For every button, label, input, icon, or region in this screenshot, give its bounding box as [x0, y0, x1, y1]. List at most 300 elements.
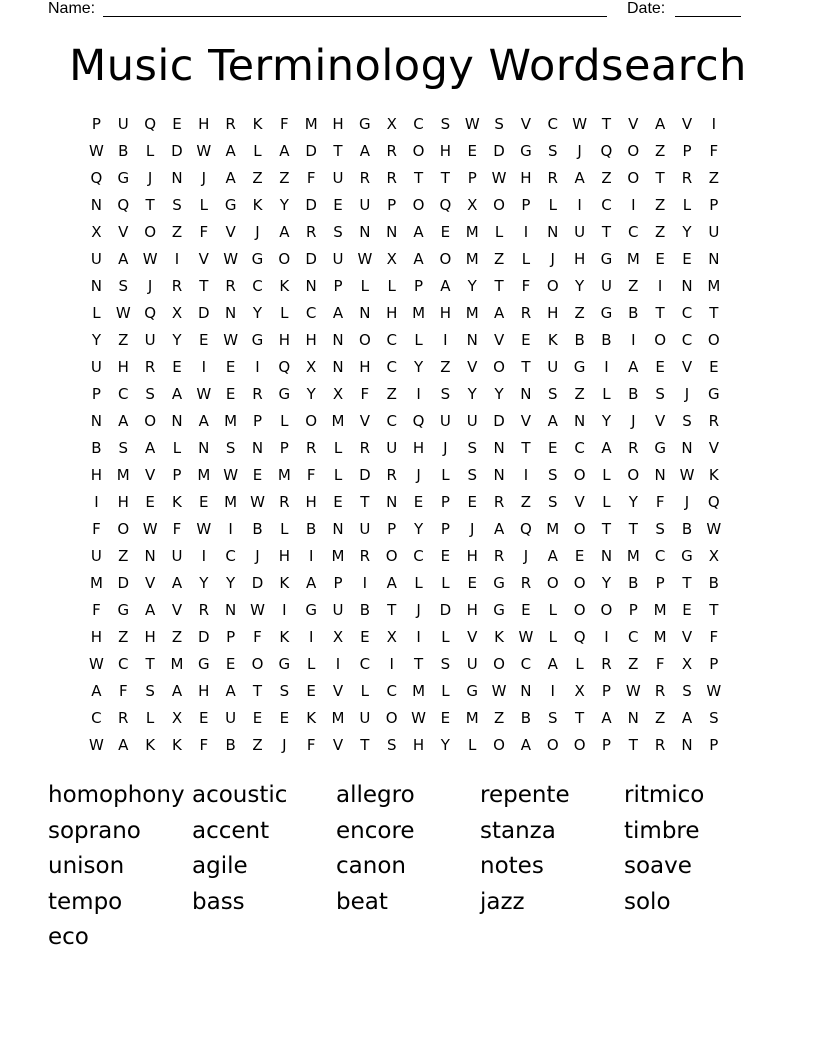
grid-letter[interactable]: L: [494, 223, 504, 241]
grid-letter[interactable]: Q: [439, 196, 452, 214]
grid-letter[interactable]: G: [117, 601, 130, 619]
grid-letter[interactable]: V: [520, 115, 532, 133]
grid-letter[interactable]: H: [412, 736, 425, 754]
grid-letter[interactable]: Y: [601, 574, 612, 592]
grid-letter[interactable]: Y: [601, 412, 612, 430]
grid-letter[interactable]: J: [147, 277, 153, 295]
grid-letter[interactable]: Y: [494, 385, 504, 403]
grid-letter[interactable]: I: [308, 628, 314, 646]
grid-letter[interactable]: Q: [144, 304, 157, 322]
grid-letter[interactable]: G: [708, 385, 720, 403]
grid-letter[interactable]: Z: [118, 628, 129, 646]
grid-letter[interactable]: E: [172, 358, 182, 376]
grid-letter[interactable]: Q: [144, 115, 157, 133]
grid-letter[interactable]: D: [305, 196, 317, 214]
grid-letter[interactable]: H: [332, 115, 344, 133]
grid-letter[interactable]: T: [387, 601, 397, 619]
grid-letter[interactable]: L: [172, 439, 182, 457]
grid-letter[interactable]: I: [416, 628, 421, 646]
grid-letter[interactable]: I: [631, 196, 636, 214]
grid-letter[interactable]: P: [91, 115, 101, 133]
grid-letter[interactable]: U: [600, 277, 612, 295]
grid-letter[interactable]: R: [493, 547, 505, 565]
grid-letter[interactable]: I: [201, 547, 207, 565]
grid-letter[interactable]: P: [333, 574, 343, 592]
grid-letter[interactable]: J: [684, 385, 690, 403]
grid-letter[interactable]: O: [546, 574, 559, 592]
grid-letter[interactable]: N: [708, 250, 720, 268]
grid-letter[interactable]: A: [493, 520, 505, 538]
grid-letter[interactable]: O: [278, 250, 291, 268]
grid-letter[interactable]: W: [223, 331, 239, 349]
grid-letter[interactable]: O: [573, 601, 586, 619]
grid-letter[interactable]: C: [628, 628, 639, 646]
grid-letter[interactable]: H: [305, 331, 317, 349]
grid-letter[interactable]: Z: [520, 493, 532, 511]
grid-letter[interactable]: O: [439, 250, 452, 268]
grid-letter[interactable]: T: [333, 142, 343, 160]
grid-letter[interactable]: E: [440, 709, 451, 727]
grid-letter[interactable]: L: [145, 142, 155, 160]
grid-letter[interactable]: Y: [91, 331, 101, 349]
grid-letter[interactable]: N: [386, 493, 398, 511]
grid-letter[interactable]: H: [90, 466, 103, 484]
grid-letter[interactable]: J: [255, 223, 260, 241]
grid-letter[interactable]: Z: [171, 628, 183, 646]
grid-letter[interactable]: E: [440, 547, 451, 565]
grid-letter[interactable]: T: [655, 169, 665, 187]
grid-letter[interactable]: Y: [172, 331, 182, 349]
grid-letter[interactable]: S: [118, 277, 129, 295]
grid-letter[interactable]: E: [467, 493, 477, 511]
grid-letter[interactable]: N: [681, 736, 693, 754]
grid-letter[interactable]: O: [385, 709, 398, 727]
grid-letter[interactable]: F: [118, 682, 128, 700]
grid-letter[interactable]: Z: [628, 655, 639, 673]
grid-letter[interactable]: U: [708, 223, 720, 241]
grid-letter[interactable]: I: [443, 331, 448, 349]
grid-letter[interactable]: H: [144, 628, 156, 646]
grid-letter[interactable]: L: [414, 574, 423, 592]
grid-letter[interactable]: D: [493, 412, 505, 430]
grid-letter[interactable]: C: [574, 439, 585, 457]
grid-letter[interactable]: R: [118, 709, 129, 727]
grid-letter[interactable]: A: [171, 682, 183, 700]
grid-letter[interactable]: B: [708, 574, 719, 592]
grid-letter[interactable]: V: [144, 574, 156, 592]
grid-letter[interactable]: N: [144, 547, 156, 565]
grid-letter[interactable]: B: [359, 601, 370, 619]
grid-letter[interactable]: D: [117, 574, 130, 592]
grid-letter[interactable]: E: [172, 115, 182, 133]
grid-letter[interactable]: N: [90, 412, 103, 430]
grid-letter[interactable]: A: [91, 682, 102, 700]
grid-letter[interactable]: Y: [682, 223, 692, 241]
grid-letter[interactable]: Z: [386, 385, 397, 403]
grid-letter[interactable]: R: [628, 439, 639, 457]
grid-letter[interactable]: A: [171, 385, 183, 403]
grid-letter[interactable]: F: [521, 277, 531, 295]
grid-letter[interactable]: V: [225, 223, 236, 241]
grid-letter[interactable]: K: [708, 466, 719, 484]
grid-letter[interactable]: U: [466, 655, 478, 673]
grid-letter[interactable]: D: [439, 601, 452, 619]
grid-letter[interactable]: F: [172, 520, 182, 538]
grid-letter[interactable]: P: [655, 574, 665, 592]
grid-letter[interactable]: X: [332, 628, 344, 646]
grid-letter[interactable]: Z: [440, 358, 451, 376]
grid-letter[interactable]: M: [626, 547, 640, 565]
grid-letter[interactable]: C: [225, 547, 236, 565]
grid-letter[interactable]: T: [494, 277, 504, 295]
grid-letter[interactable]: P: [172, 466, 182, 484]
grid-letter[interactable]: O: [412, 196, 425, 214]
grid-letter[interactable]: B: [306, 520, 317, 538]
grid-letter[interactable]: L: [92, 304, 101, 322]
grid-letter[interactable]: V: [171, 601, 183, 619]
grid-letter[interactable]: U: [332, 601, 344, 619]
grid-letter[interactable]: Q: [520, 520, 532, 538]
grid-letter[interactable]: H: [520, 169, 532, 187]
grid-letter[interactable]: N: [520, 385, 532, 403]
grid-letter[interactable]: W: [491, 682, 507, 700]
grid-letter[interactable]: V: [332, 682, 344, 700]
grid-letter[interactable]: E: [252, 466, 263, 484]
grid-letter[interactable]: G: [600, 250, 613, 268]
grid-letter[interactable]: H: [278, 547, 290, 565]
grid-letter[interactable]: R: [171, 277, 183, 295]
grid-letter[interactable]: O: [493, 655, 505, 673]
grid-letter[interactable]: R: [359, 547, 371, 565]
grid-letter[interactable]: C: [386, 331, 397, 349]
grid-letter[interactable]: D: [251, 574, 264, 592]
grid-letter[interactable]: O: [117, 520, 130, 538]
grid-letter[interactable]: L: [360, 682, 370, 700]
grid-letter[interactable]: H: [466, 601, 478, 619]
grid-letter[interactable]: C: [413, 547, 424, 565]
grid-letter[interactable]: I: [523, 223, 529, 241]
grid-letter[interactable]: A: [144, 601, 156, 619]
grid-letter[interactable]: Z: [655, 709, 666, 727]
grid-letter[interactable]: E: [655, 358, 665, 376]
grid-letter[interactable]: F: [280, 115, 289, 133]
grid-letter[interactable]: M: [465, 304, 479, 322]
grid-letter[interactable]: Y: [628, 493, 638, 511]
grid-letter[interactable]: I: [631, 331, 636, 349]
grid-letter[interactable]: M: [465, 223, 479, 241]
grid-letter[interactable]: T: [521, 358, 531, 376]
grid-letter[interactable]: N: [547, 223, 559, 241]
grid-letter[interactable]: A: [520, 736, 532, 754]
grid-letter[interactable]: W: [518, 628, 534, 646]
grid-letter[interactable]: B: [574, 331, 585, 349]
grid-letter[interactable]: C: [601, 196, 612, 214]
grid-letter[interactable]: C: [386, 682, 397, 700]
grid-letter[interactable]: S: [467, 466, 477, 484]
grid-letter[interactable]: M: [546, 520, 560, 538]
grid-letter[interactable]: W: [115, 304, 131, 322]
grid-letter[interactable]: K: [252, 115, 263, 133]
grid-letter[interactable]: P: [279, 439, 289, 457]
grid-letter[interactable]: T: [601, 520, 612, 538]
grid-letter[interactable]: E: [682, 601, 692, 619]
grid-letter[interactable]: T: [601, 115, 612, 133]
grid-letter[interactable]: X: [171, 709, 183, 727]
grid-letter[interactable]: L: [199, 196, 208, 214]
grid-letter[interactable]: Q: [90, 169, 103, 187]
grid-letter[interactable]: M: [224, 412, 238, 430]
grid-letter[interactable]: E: [252, 709, 263, 727]
grid-letter[interactable]: W: [89, 655, 104, 673]
grid-letter[interactable]: A: [171, 574, 183, 592]
grid-letter[interactable]: G: [493, 601, 505, 619]
grid-letter[interactable]: C: [305, 304, 317, 322]
grid-letter[interactable]: L: [548, 601, 557, 619]
grid-letter[interactable]: B: [628, 304, 639, 322]
grid-letter[interactable]: I: [550, 682, 555, 700]
grid-letter[interactable]: N: [681, 439, 693, 457]
grid-letter[interactable]: U: [359, 196, 371, 214]
grid-letter[interactable]: V: [332, 736, 344, 754]
grid-letter[interactable]: Y: [279, 196, 289, 214]
grid-letter[interactable]: W: [196, 142, 212, 160]
grid-letter[interactable]: J: [416, 466, 421, 484]
grid-letter[interactable]: D: [359, 466, 371, 484]
grid-letter[interactable]: W: [411, 709, 426, 727]
grid-letter[interactable]: D: [305, 142, 317, 160]
grid-letter[interactable]: L: [521, 250, 531, 268]
grid-letter[interactable]: P: [333, 277, 343, 295]
grid-letter[interactable]: Z: [118, 331, 129, 349]
grid-letter[interactable]: G: [573, 358, 586, 376]
grid-letter[interactable]: M: [707, 277, 721, 295]
grid-letter[interactable]: M: [465, 709, 479, 727]
grid-letter[interactable]: R: [252, 385, 263, 403]
grid-letter[interactable]: J: [282, 736, 287, 754]
grid-letter[interactable]: S: [145, 682, 155, 700]
grid-letter[interactable]: W: [250, 493, 265, 511]
grid-letter[interactable]: I: [335, 655, 341, 673]
grid-letter[interactable]: G: [359, 115, 371, 133]
grid-letter[interactable]: M: [170, 655, 184, 673]
grid-letter[interactable]: R: [520, 574, 532, 592]
grid-letter[interactable]: L: [441, 466, 450, 484]
grid-letter[interactable]: M: [197, 466, 211, 484]
grid-letter[interactable]: K: [279, 277, 290, 295]
grid-letter[interactable]: B: [252, 520, 263, 538]
grid-letter[interactable]: I: [711, 115, 717, 133]
grid-letter[interactable]: E: [306, 682, 316, 700]
grid-letter[interactable]: W: [625, 682, 641, 700]
grid-letter[interactable]: A: [628, 358, 639, 376]
grid-letter[interactable]: A: [681, 709, 693, 727]
grid-letter[interactable]: O: [412, 142, 425, 160]
grid-letter[interactable]: T: [655, 304, 665, 322]
grid-letter[interactable]: U: [171, 547, 183, 565]
grid-letter[interactable]: X: [171, 304, 183, 322]
grid-letter[interactable]: M: [304, 115, 318, 133]
grid-letter[interactable]: L: [682, 196, 692, 214]
grid-letter[interactable]: O: [573, 736, 586, 754]
grid-letter[interactable]: L: [253, 142, 262, 160]
grid-letter[interactable]: W: [223, 466, 239, 484]
grid-letter[interactable]: T: [628, 520, 638, 538]
grid-letter[interactable]: S: [548, 385, 558, 403]
grid-letter[interactable]: T: [601, 223, 612, 241]
grid-letter[interactable]: L: [575, 655, 584, 673]
grid-letter[interactable]: N: [627, 709, 639, 727]
grid-letter[interactable]: F: [199, 736, 209, 754]
grid-letter[interactable]: S: [548, 709, 558, 727]
grid-letter[interactable]: O: [358, 331, 371, 349]
grid-letter[interactable]: M: [331, 412, 345, 430]
grid-letter[interactable]: L: [468, 736, 477, 754]
grid-letter[interactable]: Z: [493, 709, 505, 727]
grid-letter[interactable]: S: [225, 439, 236, 457]
grid-letter[interactable]: L: [387, 277, 396, 295]
grid-letter[interactable]: H: [90, 628, 103, 646]
grid-letter[interactable]: T: [682, 574, 692, 592]
grid-letter[interactable]: I: [201, 358, 207, 376]
grid-letter[interactable]: T: [199, 277, 209, 295]
grid-letter[interactable]: L: [602, 385, 611, 403]
grid-letter[interactable]: H: [198, 682, 210, 700]
grid-letter[interactable]: G: [224, 196, 237, 214]
grid-letter[interactable]: B: [601, 331, 612, 349]
grid-letter[interactable]: D: [198, 628, 210, 646]
grid-letter[interactable]: F: [92, 520, 101, 538]
grid-letter[interactable]: B: [225, 736, 236, 754]
grid-letter[interactable]: V: [574, 493, 585, 511]
grid-letter[interactable]: F: [92, 601, 101, 619]
grid-letter[interactable]: E: [548, 439, 558, 457]
grid-letter[interactable]: O: [546, 736, 559, 754]
grid-letter[interactable]: B: [91, 439, 102, 457]
grid-letter[interactable]: A: [574, 169, 585, 187]
grid-letter[interactable]: F: [306, 466, 316, 484]
grid-letter[interactable]: W: [706, 520, 722, 538]
grid-letter[interactable]: H: [278, 331, 290, 349]
grid-letter[interactable]: G: [117, 169, 130, 187]
grid-letter[interactable]: M: [626, 250, 640, 268]
grid-letter[interactable]: W: [89, 142, 104, 160]
grid-letter[interactable]: R: [681, 169, 693, 187]
grid-letter[interactable]: N: [198, 439, 210, 457]
grid-letter[interactable]: B: [681, 520, 693, 538]
grid-letter[interactable]: M: [653, 628, 667, 646]
grid-letter[interactable]: E: [333, 493, 343, 511]
grid-letter[interactable]: N: [520, 682, 532, 700]
grid-letter[interactable]: N: [359, 223, 371, 241]
grid-letter[interactable]: L: [333, 466, 343, 484]
grid-letter[interactable]: S: [682, 682, 692, 700]
grid-letter[interactable]: X: [574, 682, 585, 700]
grid-letter[interactable]: F: [253, 628, 262, 646]
grid-letter[interactable]: T: [440, 169, 450, 187]
grid-letter[interactable]: A: [413, 250, 424, 268]
grid-letter[interactable]: Q: [573, 628, 586, 646]
grid-letter[interactable]: F: [306, 169, 316, 187]
grid-letter[interactable]: G: [520, 142, 532, 160]
grid-letter[interactable]: I: [577, 196, 582, 214]
grid-letter[interactable]: D: [493, 142, 505, 160]
grid-letter[interactable]: S: [548, 466, 558, 484]
grid-letter[interactable]: V: [467, 358, 478, 376]
grid-letter[interactable]: N: [654, 466, 666, 484]
grid-letter[interactable]: L: [602, 466, 611, 484]
grid-letter[interactable]: Y: [199, 574, 209, 592]
grid-letter[interactable]: G: [197, 655, 210, 673]
grid-letter[interactable]: R: [279, 493, 290, 511]
grid-letter[interactable]: U: [466, 412, 478, 430]
grid-letter[interactable]: H: [547, 304, 559, 322]
grid-letter[interactable]: N: [90, 196, 103, 214]
grid-letter[interactable]: I: [362, 574, 368, 592]
grid-letter[interactable]: A: [225, 142, 236, 160]
grid-letter[interactable]: Y: [252, 304, 263, 322]
grid-letter[interactable]: V: [628, 115, 639, 133]
grid-letter[interactable]: L: [306, 655, 316, 673]
grid-letter[interactable]: M: [331, 547, 345, 565]
grid-letter[interactable]: A: [601, 709, 612, 727]
grid-letter[interactable]: F: [709, 628, 719, 646]
grid-letter[interactable]: J: [550, 250, 555, 268]
grid-letter[interactable]: O: [493, 196, 505, 214]
grid-letter[interactable]: V: [118, 223, 129, 241]
grid-letter[interactable]: O: [493, 358, 505, 376]
grid-letter[interactable]: U: [574, 223, 586, 241]
grid-letter[interactable]: A: [547, 412, 558, 430]
grid-letter[interactable]: V: [359, 412, 370, 430]
grid-letter[interactable]: C: [386, 412, 397, 430]
grid-letter[interactable]: K: [279, 574, 290, 592]
grid-letter[interactable]: B: [628, 385, 639, 403]
grid-letter[interactable]: W: [357, 250, 373, 268]
grid-letter[interactable]: S: [682, 412, 692, 430]
grid-letter[interactable]: A: [655, 115, 666, 133]
grid-letter[interactable]: G: [654, 439, 666, 457]
grid-letter[interactable]: N: [493, 439, 505, 457]
grid-letter[interactable]: C: [91, 709, 102, 727]
grid-letter[interactable]: S: [709, 709, 719, 727]
grid-letter[interactable]: T: [360, 736, 370, 754]
grid-letter[interactable]: F: [655, 493, 665, 511]
grid-letter[interactable]: H: [466, 547, 478, 565]
grid-letter[interactable]: E: [199, 493, 209, 511]
grid-letter[interactable]: Y: [440, 736, 450, 754]
grid-letter[interactable]: A: [547, 547, 558, 565]
grid-letter[interactable]: K: [145, 736, 156, 754]
grid-letter[interactable]: D: [305, 250, 317, 268]
grid-letter[interactable]: R: [547, 169, 558, 187]
grid-letter[interactable]: S: [440, 115, 451, 133]
grid-letter[interactable]: E: [521, 331, 531, 349]
grid-letter[interactable]: C: [118, 655, 129, 673]
grid-letter[interactable]: I: [94, 493, 99, 511]
grid-letter[interactable]: X: [386, 115, 397, 133]
grid-letter[interactable]: I: [523, 466, 529, 484]
grid-letter[interactable]: S: [548, 493, 558, 511]
grid-letter[interactable]: I: [308, 547, 314, 565]
grid-letter[interactable]: A: [547, 655, 558, 673]
grid-letter[interactable]: N: [251, 439, 264, 457]
grid-letter[interactable]: K: [172, 493, 182, 511]
grid-letter[interactable]: L: [333, 439, 343, 457]
grid-letter[interactable]: V: [681, 628, 693, 646]
grid-letter[interactable]: X: [332, 385, 344, 403]
grid-letter[interactable]: U: [547, 358, 559, 376]
grid-letter[interactable]: R: [305, 439, 317, 457]
